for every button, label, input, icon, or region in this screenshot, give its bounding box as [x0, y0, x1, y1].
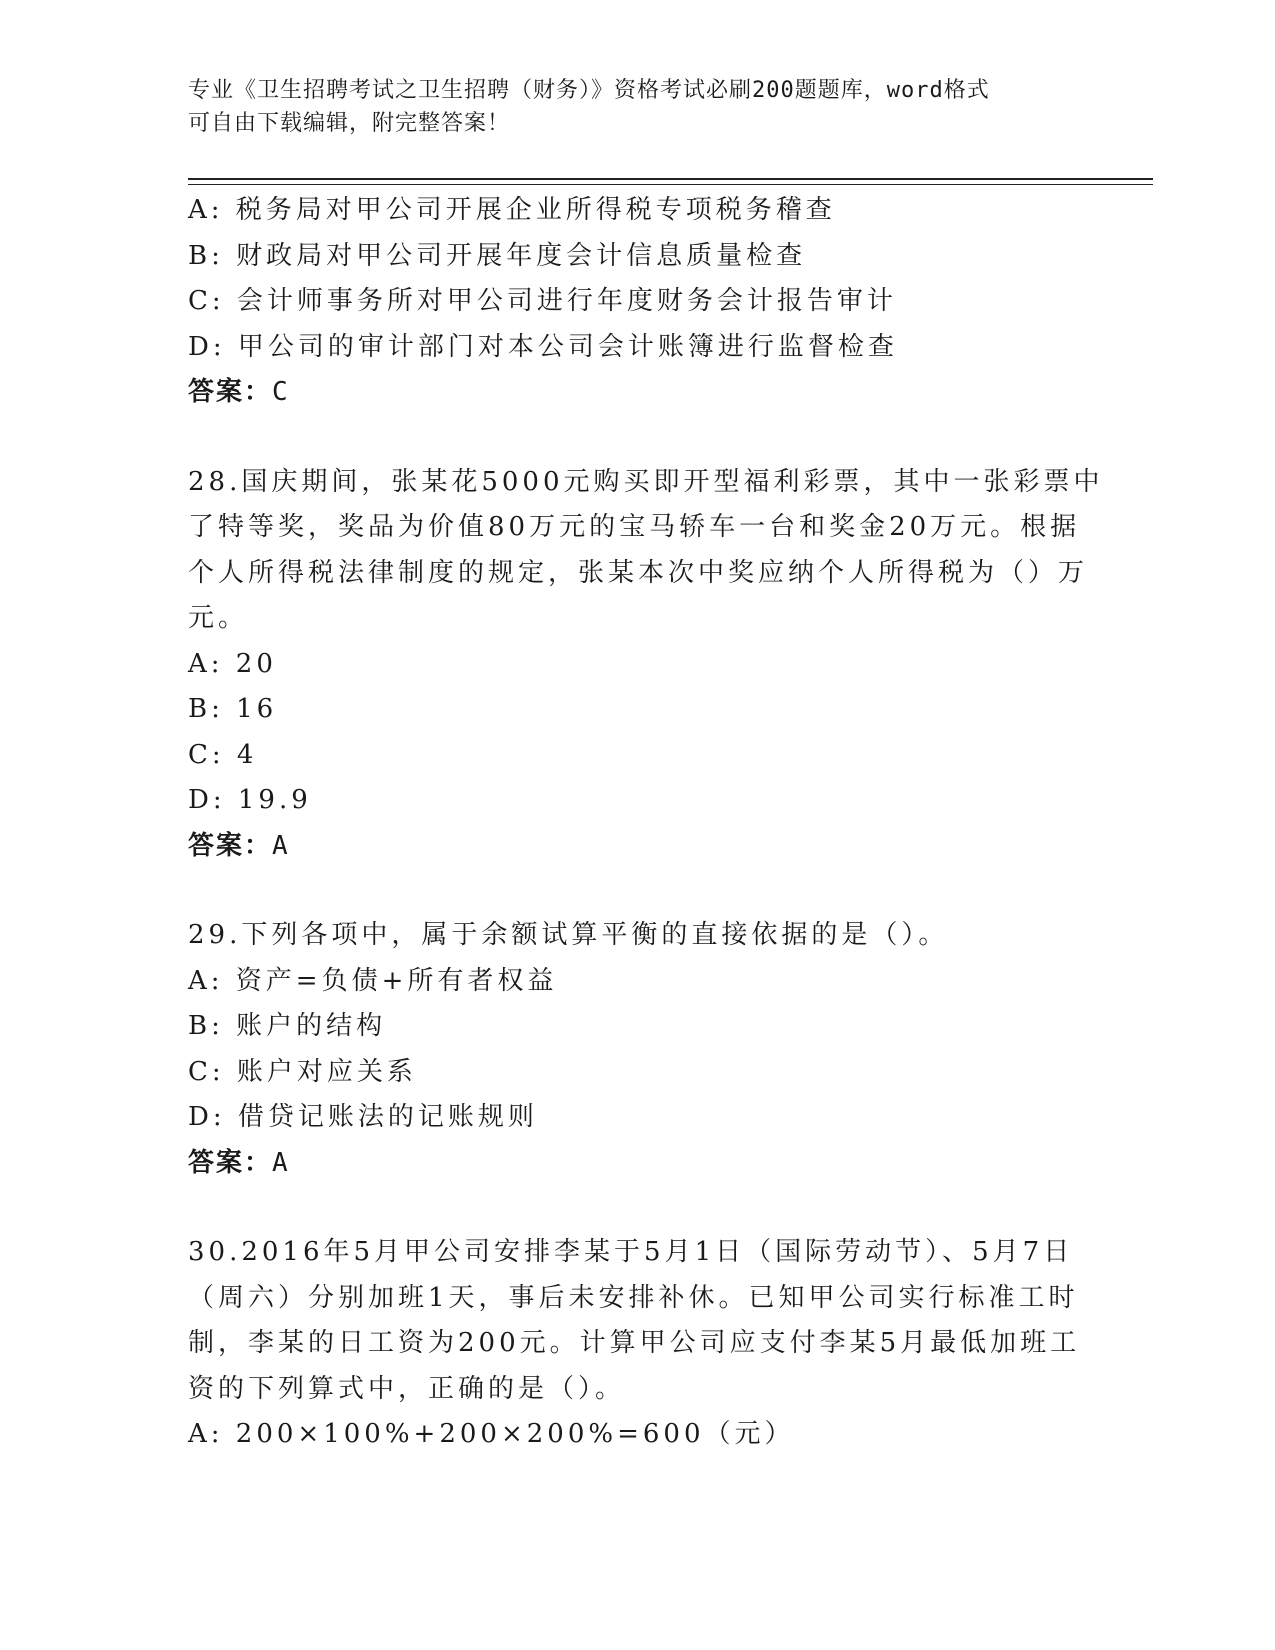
- header-divider-thin: [188, 184, 1153, 185]
- answer-label: 答案：: [188, 1147, 273, 1178]
- option-d: D: 借贷记账法的记账规则: [188, 1102, 538, 1132]
- question-list: [188, 188, 1104, 1458]
- answer-label: 答案：: [188, 377, 273, 407]
- question-text-line: 个人所得税法律制度的规定，张某本次中奖应纳个人所得税为（）万: [188, 557, 1089, 588]
- question-text-line: 30.2016年5月甲公司安排李某于5月1日（国际劳动节）、5月7日: [188, 1237, 1074, 1267]
- option-b: B: 账户的结构: [188, 1011, 387, 1041]
- spacer: [188, 416, 1068, 460]
- option-d: D: 19.9: [188, 785, 312, 815]
- question-text-line: 29.下列各项中，属于余额试算平衡的直接依据的是（）。: [188, 920, 949, 950]
- answer-line: [188, 1141, 1068, 1187]
- header-divider-thick: [188, 178, 1153, 180]
- answer-label: 答案：: [188, 830, 273, 861]
- option-c: C: 4: [188, 739, 258, 770]
- document-header: [188, 74, 1068, 140]
- answer-value: A: [272, 830, 292, 861]
- question-28: [188, 460, 1104, 870]
- header-line-2: 可自由下载编辑，附完整答案！: [188, 111, 511, 136]
- answer-value: C: [272, 377, 292, 407]
- option-b: B: 财政局对甲公司开展年度会计信息质量检查: [188, 240, 807, 271]
- answer-line: [188, 824, 1068, 870]
- option-a: A: 20: [188, 648, 277, 679]
- spacer: [188, 1186, 1068, 1230]
- answer-line: [188, 370, 1068, 416]
- option-c: C: 账户对应关系: [188, 1056, 417, 1087]
- question-text-line: （周六）分别加班1天，事后未安排补休。已知甲公司实行标准工时: [188, 1282, 1079, 1313]
- header-line-1: 专业《卫生招聘考试之卫生招聘（财务）》资格考试必刷200题题库，word格式: [188, 78, 990, 103]
- answer-value: A: [272, 1147, 292, 1178]
- question-text-line: 制，李某的日工资为200元。计算甲公司应支付李某5月最低加班工: [188, 1328, 1081, 1358]
- question-29: [188, 913, 1068, 1186]
- question-30: [188, 1230, 1081, 1458]
- option-d: D: 甲公司的审计部门对本公司会计账簿进行监督检查: [188, 331, 898, 362]
- option-a: A: 资产=负债+所有者权益: [188, 965, 558, 996]
- question-text-line: 了特等奖，奖品为价值80万元的宝马轿车一台和奖金20万元。根据: [188, 512, 1081, 542]
- spacer: [188, 869, 1068, 913]
- question-text-line: 资的下列算式中，正确的是（）。: [188, 1373, 626, 1404]
- question-text-line: 28.国庆期间，张某花5000元购买即开型福利彩票，其中一张彩票中: [188, 466, 1104, 497]
- option-a: A: 税务局对甲公司开展企业所得税专项税务稽查: [188, 195, 836, 225]
- option-b: B: 16: [188, 694, 278, 724]
- question-27: [188, 188, 1068, 416]
- option-a: A: 200×100%+200×200%=600（元）: [188, 1419, 795, 1449]
- question-text-line: 元。: [188, 603, 249, 633]
- option-c: C: 会计师事务所对甲公司进行年度财务会计报告审计: [188, 286, 897, 316]
